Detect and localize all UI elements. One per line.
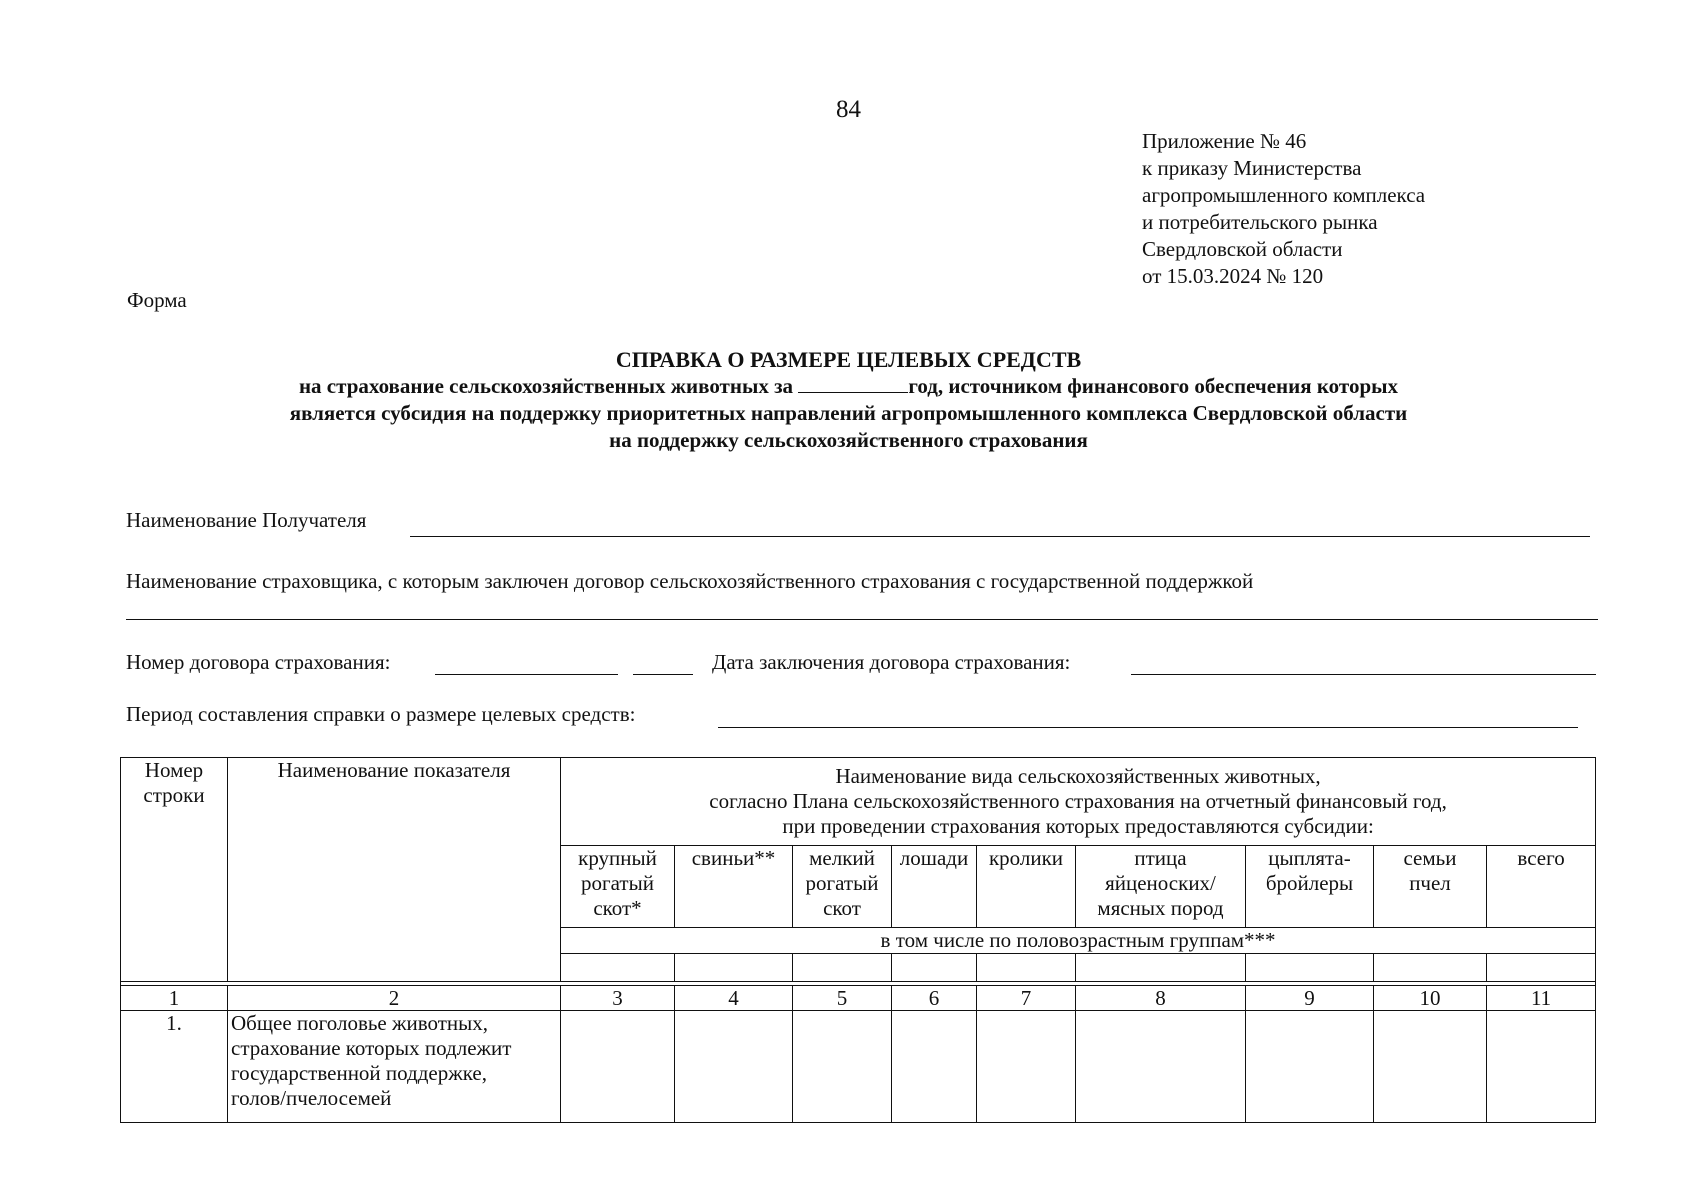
header-text: бройлеры [1265, 871, 1354, 895]
contract-number-label: Номер договора страхования: [126, 650, 391, 674]
row-indicator [228, 1011, 561, 1123]
indicator-table [120, 757, 1595, 1123]
appendix-line: и потребительского рынка [1142, 210, 1378, 234]
value-cell[interactable] [1374, 1011, 1487, 1123]
contract-date-field[interactable] [1131, 674, 1596, 675]
header-text: всего [1517, 846, 1565, 870]
appendix-line: агропромышленного комплекса [1142, 183, 1426, 207]
table-row [121, 1011, 1596, 1123]
column-number: 11 [1487, 986, 1596, 1011]
value-cell[interactable] [561, 1011, 675, 1123]
recipient-field[interactable] [410, 536, 1590, 537]
recipient-label: Наименование Получателя [126, 508, 367, 532]
subgroup-cell[interactable] [793, 954, 892, 982]
header-text: яйценоских/ [1105, 871, 1216, 895]
page-number: 84 [836, 96, 861, 123]
contract-date-label: Дата заключения договора страхования: [712, 650, 1071, 674]
row-number: 1. [121, 1011, 228, 1123]
column-number: 6 [892, 986, 977, 1011]
value-cell[interactable] [675, 1011, 793, 1123]
value-cell[interactable] [977, 1011, 1076, 1123]
header-column-rabbits [977, 846, 1076, 928]
document-title [0, 346, 1697, 454]
contract-number-field[interactable] [435, 674, 618, 675]
header-column-bee-colonies [1374, 846, 1487, 928]
indicator-text: страхование которых подлежит [231, 1036, 512, 1060]
title-line: является субсидия на поддержку приоритетных направлений агропромышленного комплекса Свердловской области [289, 401, 1408, 425]
appendix-line: Приложение № 46 [1142, 129, 1307, 153]
header-text: Наименование вида сельскохозяйственных животных, [835, 764, 1321, 788]
subgroup-cell[interactable] [1374, 954, 1487, 982]
header-text: лошади [899, 846, 969, 870]
column-number: 5 [793, 986, 892, 1011]
appendix-block [1142, 128, 1425, 290]
column-number: 4 [675, 986, 793, 1011]
form-label: Форма [127, 288, 187, 312]
appendix-line: Свердловской области [1142, 237, 1343, 261]
header-text: строки [143, 783, 205, 807]
column-number: 9 [1246, 986, 1374, 1011]
title-text: на страхование сельскохозяйственных животных за [298, 374, 794, 398]
header-column-poultry [1076, 846, 1246, 928]
insurer-field[interactable] [126, 619, 1598, 620]
subgroup-cell[interactable] [675, 954, 793, 982]
year-blank-field[interactable] [798, 374, 908, 393]
header-text: крупный [578, 846, 657, 870]
header-subgroup: в том числе по половозрастным группам*** [561, 928, 1596, 954]
header-column-horses [892, 846, 977, 928]
header-column-total [1487, 846, 1596, 928]
header-indicator-name: Наименование показателя [228, 758, 561, 982]
header-text: свиньи** [691, 846, 776, 870]
header-text: согласно Плана сельскохозяйственного страхования на отчетный финансовый год, [709, 789, 1447, 813]
header-text: мясных пород [1097, 896, 1224, 920]
subgroup-cell[interactable] [977, 954, 1076, 982]
header-text: мелкий [809, 846, 875, 870]
header-text: цыплята- [1268, 846, 1351, 870]
header-text: птица [1134, 846, 1187, 870]
subgroup-cell[interactable] [1487, 954, 1596, 982]
title-line: на поддержку сельскохозяйственного страхования [609, 428, 1088, 452]
header-row-number [121, 758, 228, 982]
column-number: 1 [121, 986, 228, 1011]
header-column-pigs [675, 846, 793, 928]
column-number: 10 [1374, 986, 1487, 1011]
header-text: скот* [593, 896, 642, 920]
header-text: Номер [144, 758, 204, 782]
header-text: рогатый [581, 871, 654, 895]
title-line: СПРАВКА О РАЗМЕРЕ ЦЕЛЕВЫХ СРЕДСТВ [615, 347, 1082, 372]
title-line [0, 373, 1697, 400]
column-number: 2 [228, 986, 561, 1011]
subgroup-cell[interactable] [561, 954, 675, 982]
value-cell[interactable] [892, 1011, 977, 1123]
header-text: рогатый [805, 871, 879, 895]
appendix-line: к приказу Министерства [1142, 156, 1362, 180]
subgroup-cell[interactable] [1246, 954, 1374, 982]
header-text: при проведении страхования которых предоставляются субсидии: [782, 814, 1374, 838]
indicator-text: голов/пчелосемей [231, 1086, 392, 1110]
header-animal-types [561, 758, 1596, 846]
subgroup-cell[interactable] [892, 954, 977, 982]
value-cell[interactable] [1487, 1011, 1596, 1123]
insurer-label: Наименование страховщика, с которым заключен договор сельскохозяйственного страхования с государственной поддержкой [126, 569, 1254, 593]
header-text: семьи [1403, 846, 1457, 870]
subgroup-cell[interactable] [1076, 954, 1246, 982]
header-text: кролики [988, 846, 1064, 870]
appendix-line: от 15.03.2024 № 120 [1142, 264, 1324, 288]
value-cell[interactable] [1076, 1011, 1246, 1123]
header-column-broilers [1246, 846, 1374, 928]
column-number: 3 [561, 986, 675, 1011]
header-column-cattle [561, 846, 675, 928]
header-text: пчел [1409, 871, 1451, 895]
indicator-text: Общее поголовье животных, [231, 1011, 489, 1035]
column-number: 7 [977, 986, 1076, 1011]
contract-number-suffix-field[interactable] [633, 674, 693, 675]
title-text: год, источником финансового обеспечения которых [908, 374, 1399, 398]
indicator-text: государственной поддержке, [231, 1061, 487, 1085]
period-label: Период составления справки о размере целевых средств: [126, 702, 636, 726]
value-cell[interactable] [1246, 1011, 1374, 1123]
column-number: 8 [1076, 986, 1246, 1011]
header-column-small-cattle [793, 846, 892, 928]
value-cell[interactable] [793, 1011, 892, 1123]
header-text: скот [823, 896, 861, 920]
period-field[interactable] [718, 727, 1578, 728]
